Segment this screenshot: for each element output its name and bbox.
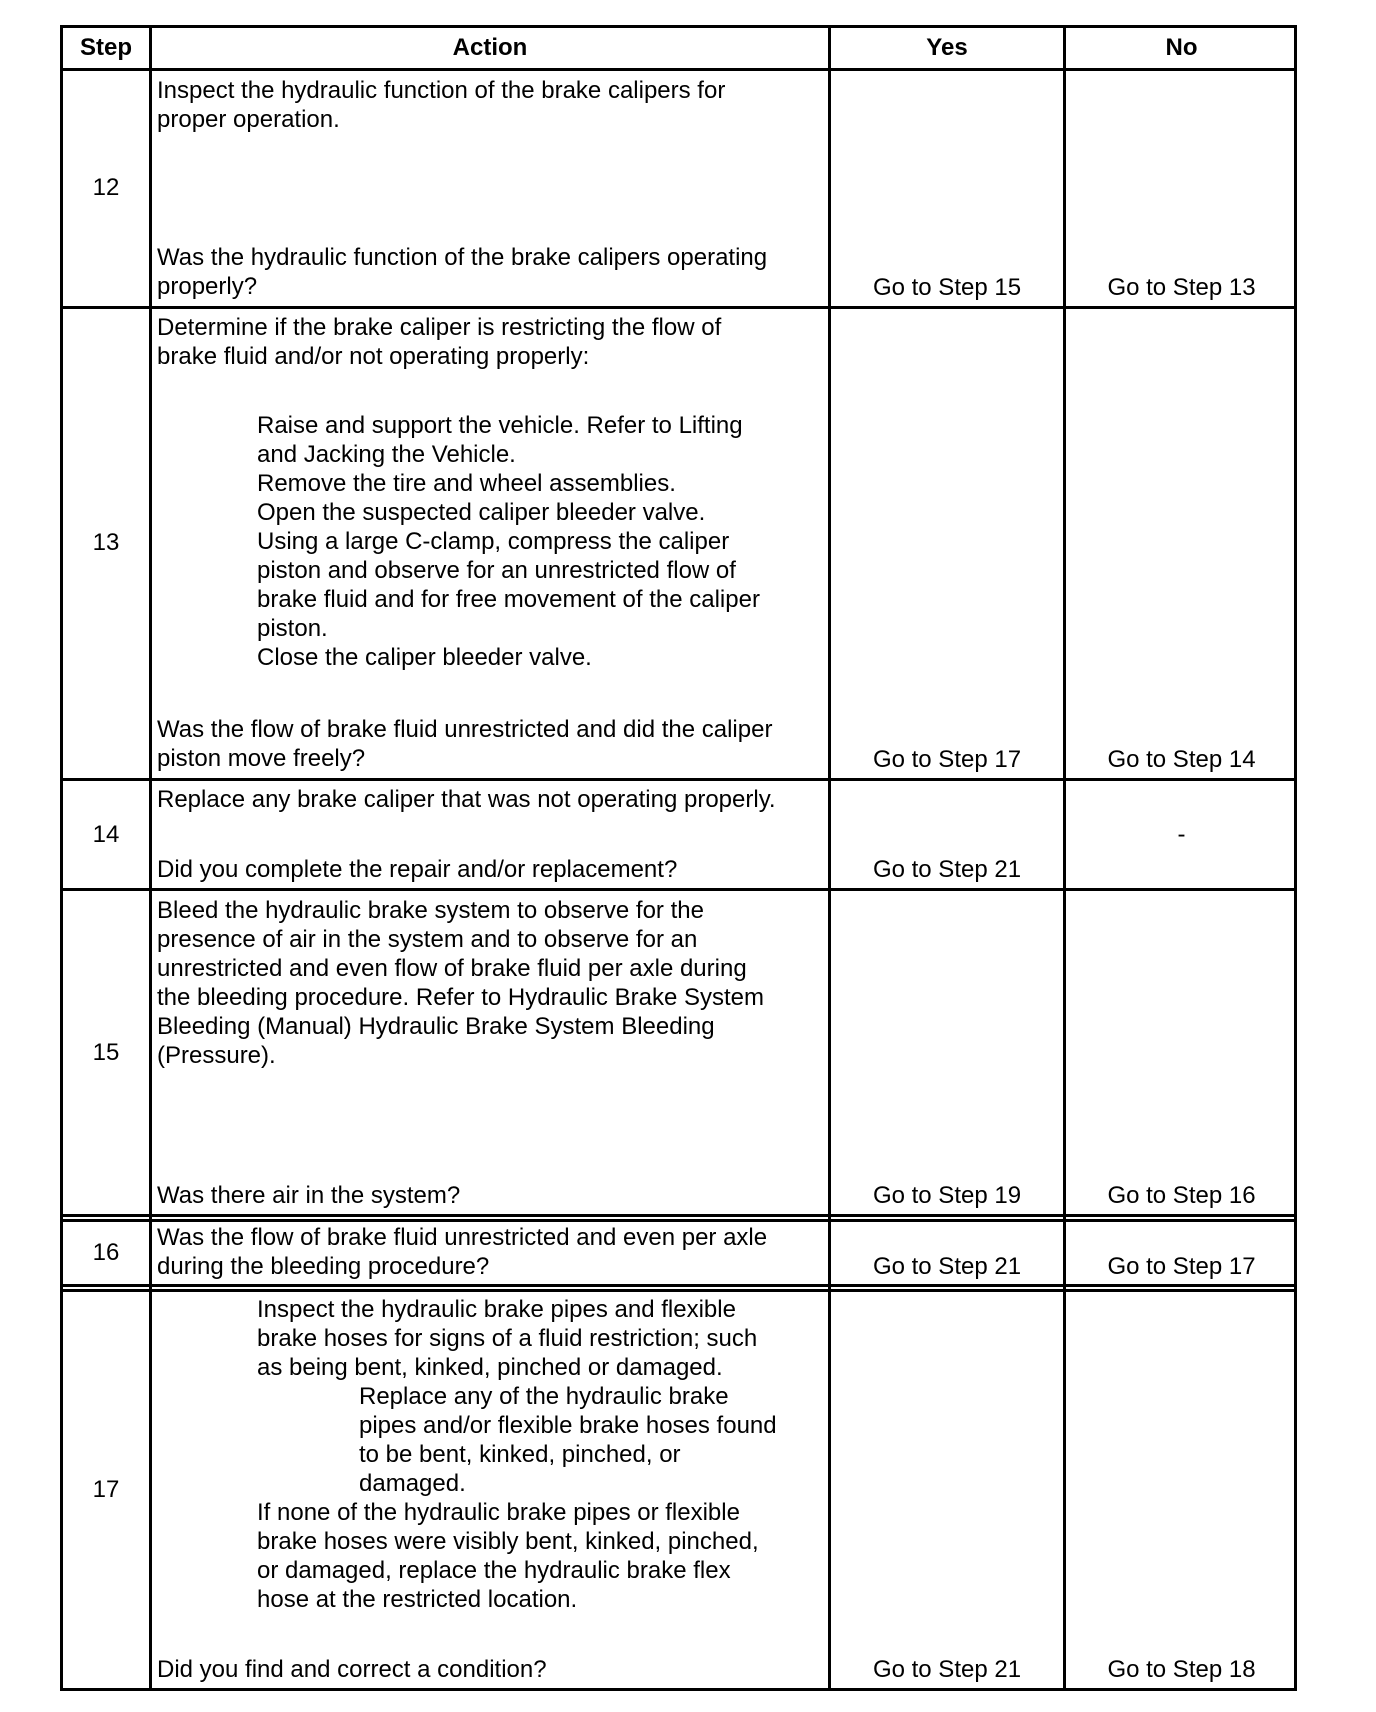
row-divider <box>63 1214 1294 1217</box>
no-result: Go to Step 14 <box>1107 746 1256 773</box>
action-text: Inspect the hydraulic function of the brake calipers for proper operation. <box>157 77 726 133</box>
action-text: Bleed the hydraulic brake system to observe for the presence of air in the system and to observe for an unrestricted and even flow of brake fluid per axle during the bleeding procedure. Refer to Hydraulic Brake System Bleeding (Manual) Hydraulic Brake System Bleeding (Pressure). <box>157 897 764 1069</box>
step-number: 12 <box>92 174 120 201</box>
sub-substep-list: Replace any of the hydraulic brake pipes and/or flexible brake hoses found to be bent, kinked, pinched, or damaged. <box>359 1383 777 1497</box>
row-divider <box>63 1289 1294 1292</box>
yes-result: Go to Step 21 <box>872 1656 1022 1683</box>
row-divider <box>63 306 1294 309</box>
row-divider <box>63 1284 1294 1287</box>
question-text: Was the flow of brake fluid unrestricted and did the caliper piston move freely? <box>157 716 773 772</box>
action-text: Replace any brake caliper that was not operating properly. <box>157 786 776 813</box>
row-divider <box>63 68 1294 71</box>
no-result: Go to Step 16 <box>1107 1182 1256 1209</box>
step-number: 15 <box>92 1039 120 1066</box>
substep-list: If none of the hydraulic brake pipes or flexible brake hoses were visibly bent, kinked, pinched, or damaged, replace the hydraulic brake flex hose at the restricted location. <box>257 1499 759 1613</box>
yes-result: Go to Step 17 <box>872 746 1022 773</box>
row-divider <box>63 1219 1294 1222</box>
header-action: Action <box>452 34 528 61</box>
yes-result: Go to Step 21 <box>872 1253 1022 1280</box>
substep-list: Raise and support the vehicle. Refer to Lifting and Jacking the Vehicle. Remove the tire and wheel assemblies. Open the suspected caliper bleeder valve. Using a large C-clamp, compress the caliper piston and observe for an unrestricted flow of brake fluid and for free movement of the caliper piston. Close the caliper bleeder valve. <box>257 412 760 671</box>
question-text: Was there air in the system? <box>157 1182 461 1209</box>
no-result: - <box>1177 821 1186 848</box>
header-step: Step <box>79 34 132 61</box>
yes-result: Go to Step 19 <box>872 1182 1022 1209</box>
step-number: 13 <box>92 529 120 556</box>
question-text: Was the hydraulic function of the brake calipers operating properly? <box>157 244 768 300</box>
question-text: Did you complete the repair and/or replacement? <box>157 856 678 883</box>
substep-list: Inspect the hydraulic brake pipes and flexible brake hoses for signs of a fluid restriction; such as being bent, kinked, pinched or damaged. <box>257 1296 758 1381</box>
step-number: 16 <box>92 1239 120 1266</box>
row-divider <box>63 888 1294 891</box>
question-text: Was the flow of brake fluid unrestricted and even per axle during the bleeding procedure? <box>157 1224 768 1280</box>
no-result: Go to Step 13 <box>1107 274 1256 301</box>
no-result: Go to Step 17 <box>1107 1253 1256 1280</box>
header-yes: Yes <box>926 34 968 61</box>
action-text: Determine if the brake caliper is restricting the flow of brake fluid and/or not operating properly: <box>157 314 722 370</box>
no-result: Go to Step 18 <box>1107 1656 1256 1683</box>
step-number: 14 <box>92 821 120 848</box>
diagnostic-table <box>60 25 1297 1691</box>
yes-result: Go to Step 15 <box>872 274 1022 301</box>
header-no: No <box>1165 34 1198 61</box>
column-divider <box>149 28 152 1688</box>
step-number: 17 <box>92 1476 120 1503</box>
yes-result: Go to Step 21 <box>872 856 1022 883</box>
question-text: Did you find and correct a condition? <box>157 1656 547 1683</box>
row-divider <box>63 778 1294 781</box>
